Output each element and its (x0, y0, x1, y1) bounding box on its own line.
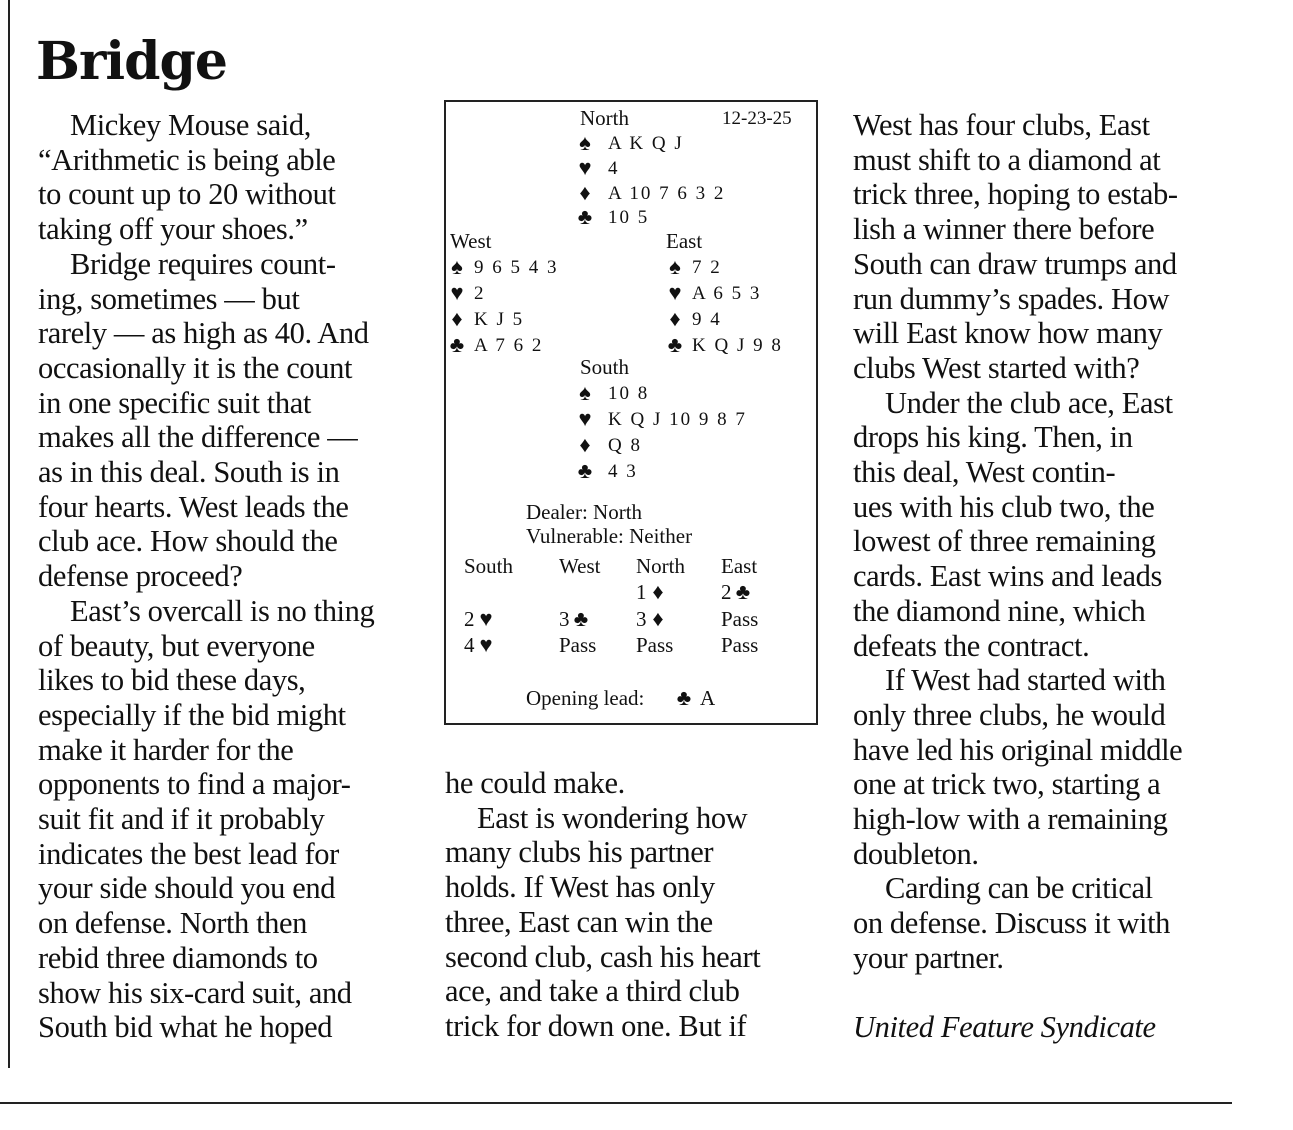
south-hearts: K Q J 10 9 8 7 (608, 409, 747, 430)
east-clubs: K Q J 9 8 (692, 335, 783, 356)
text-line: the diamond nine, which (853, 593, 1146, 628)
left-rule (8, 0, 10, 1068)
diamond-icon: ♦ (579, 432, 591, 457)
bidding-header: North (636, 554, 685, 578)
bid: 4 (464, 633, 475, 657)
spade-icon: ♠ (579, 130, 591, 155)
text-line: of beauty, but everyone (38, 628, 315, 663)
opening-lead-card: A (700, 686, 716, 710)
article-column-3 (853, 108, 1182, 1045)
west-clubs: A 7 6 2 (474, 335, 544, 356)
text-line: defense proceed? (38, 559, 243, 594)
club-icon: ♣ (735, 579, 751, 604)
text-line: South can draw trumps and (853, 246, 1177, 281)
bidding-header: South (464, 554, 514, 578)
north-label: North (580, 106, 629, 130)
bid: 3 (559, 607, 570, 631)
text-line: ing, sometimes — but (38, 281, 300, 316)
text-line: Bridge requires count- (70, 246, 336, 281)
text-line: defeats the contract. (853, 628, 1090, 663)
article-column-2 (445, 766, 760, 1044)
south-label: South (580, 355, 630, 379)
text-line: in one specific suit that (38, 385, 311, 420)
vulnerability-info: Vulnerable: Neither (526, 524, 693, 548)
text-line: one at trick two, starting a (853, 767, 1161, 802)
club-icon: ♣ (667, 332, 683, 357)
club-icon: ♣ (449, 332, 465, 357)
bid: 1 (636, 580, 647, 604)
spade-icon: ♠ (579, 380, 591, 405)
text-line: only three clubs, he would (853, 697, 1166, 732)
diamond-icon: ♦ (652, 606, 664, 631)
text-line: likes to bid these days, (38, 663, 306, 698)
text-line: will East know how many (853, 316, 1163, 351)
text-line: especially if the bid might (38, 697, 346, 732)
text-line: he could make. (445, 766, 625, 800)
bid: Pass (559, 633, 597, 657)
east-spades: 7 2 (692, 257, 722, 278)
text-line: lowest of three remaining (853, 524, 1156, 559)
west-diamonds: K J 5 (474, 309, 525, 330)
text-line: club ace. How should the (38, 524, 338, 559)
heart-icon: ♥ (479, 632, 493, 657)
text-line: on defense. North then (38, 906, 308, 941)
north-diamonds: A 10 7 6 3 2 (608, 183, 726, 204)
bid: 2 (721, 580, 732, 604)
north-hearts: 4 (608, 158, 620, 179)
text-line: high-low with a remaining (853, 802, 1168, 837)
text-line: lish a winner there before (853, 212, 1155, 247)
heart-icon: ♥ (479, 606, 493, 631)
text-line: If West had started with (885, 663, 1166, 698)
club-icon: ♣ (676, 685, 692, 710)
text-line: suit fit and if it probably (38, 802, 325, 837)
text-line: this deal, West contin- (853, 455, 1116, 490)
bidding-header: West (559, 554, 601, 578)
text-line: Under the club ace, East (885, 385, 1173, 420)
heart-icon: ♥ (578, 155, 592, 180)
text-line: indicates the best lead for (38, 836, 339, 871)
text-line: as in this deal. South is in (38, 455, 340, 490)
text-line: “Arithmetic is being able (38, 142, 336, 177)
south-diamonds: Q 8 (608, 435, 642, 456)
text-line: must shift to a diamond at (853, 142, 1161, 177)
text-line: ues with his club two, the (853, 489, 1155, 524)
text-line: ace, and take a third club (445, 974, 740, 1009)
diamond-icon: ♦ (669, 306, 681, 331)
bid: Pass (636, 633, 674, 657)
text-line: opponents to find a major- (38, 767, 351, 802)
text-line: taking off your shoes.” (38, 212, 308, 247)
club-icon: ♣ (573, 606, 589, 631)
bid: 2 (464, 607, 475, 631)
text-line: clubs West started with? (853, 350, 1140, 385)
text-line: three, East can win the (445, 904, 713, 939)
diamond-icon: ♦ (579, 180, 591, 205)
text-line: holds. If West has only (445, 870, 715, 905)
text-line: East is wondering how (477, 800, 748, 835)
deal-date: 12-23-25 (722, 108, 792, 129)
text-line: rebid three diamonds to (38, 940, 318, 975)
south-clubs: 4 3 (608, 461, 638, 482)
text-line: rarely — as high as 40. And (38, 316, 369, 351)
text-line: four hearts. West leads the (38, 489, 349, 524)
north-spades: A K Q J (608, 133, 684, 154)
text-line: South bid what he hoped (38, 1010, 333, 1045)
bid: Pass (721, 607, 759, 631)
spade-icon: ♠ (669, 254, 681, 279)
west-spades: 9 6 5 4 3 (474, 257, 559, 278)
syndicate-credit: United Feature Syndicate (853, 1010, 1156, 1045)
text-line: have led his original middle (853, 732, 1183, 767)
east-label: East (666, 229, 703, 253)
heart-icon: ♥ (450, 280, 464, 305)
bid: Pass (721, 633, 759, 657)
south-spades: 10 8 (608, 383, 650, 404)
deal-diagram (444, 100, 818, 725)
bottom-rule (0, 1102, 1232, 1104)
text-line: make it harder for the (38, 732, 294, 767)
text-line: second club, cash his heart (445, 939, 761, 974)
heart-icon: ♥ (578, 406, 592, 431)
club-icon: ♣ (577, 204, 593, 229)
column-title: Bridge (36, 31, 227, 92)
spacer-line (853, 976, 1182, 1011)
bid: 3 (636, 607, 647, 631)
club-icon: ♣ (577, 458, 593, 483)
text-line: Carding can be critical (885, 871, 1153, 906)
diamond-icon: ♦ (652, 579, 664, 604)
west-hearts: 2 (474, 283, 486, 304)
north-clubs: 10 5 (608, 207, 650, 228)
text-line: drops his king. Then, in (853, 420, 1133, 455)
diamond-icon: ♦ (451, 306, 463, 331)
text-line: many clubs his partner (445, 835, 714, 870)
text-line: to count up to 20 without (38, 177, 336, 212)
text-line: run dummy’s spades. How (853, 281, 1170, 316)
text-line: Mickey Mouse said, (70, 108, 311, 142)
text-line: occasionally it is the count (38, 350, 353, 385)
heart-icon: ♥ (668, 280, 682, 305)
east-hearts: A 6 5 3 (692, 283, 762, 304)
text-line: trick three, hoping to estab- (853, 177, 1178, 212)
text-line: show his six-card suit, and (38, 975, 352, 1010)
article-column-1 (38, 108, 374, 1045)
west-label: West (450, 229, 492, 253)
spade-icon: ♠ (451, 254, 463, 279)
east-diamonds: 9 4 (692, 309, 722, 330)
opening-lead: Opening lead: (526, 686, 645, 710)
dealer-info: Dealer: North (526, 500, 643, 524)
text-line: doubleton. (853, 836, 979, 871)
text-line: trick for down one. But if (445, 1008, 747, 1043)
text-line: West has four clubs, East (853, 108, 1150, 142)
text-line: East’s overcall is no thing (70, 593, 375, 628)
text-line: cards. East wins and leads (853, 559, 1162, 594)
text-line: your partner. (853, 940, 1004, 975)
text-line: makes all the difference — (38, 420, 358, 455)
bidding-header: East (721, 554, 758, 578)
text-line: on defense. Discuss it with (853, 906, 1171, 941)
text-line: your side should you end (38, 871, 336, 906)
